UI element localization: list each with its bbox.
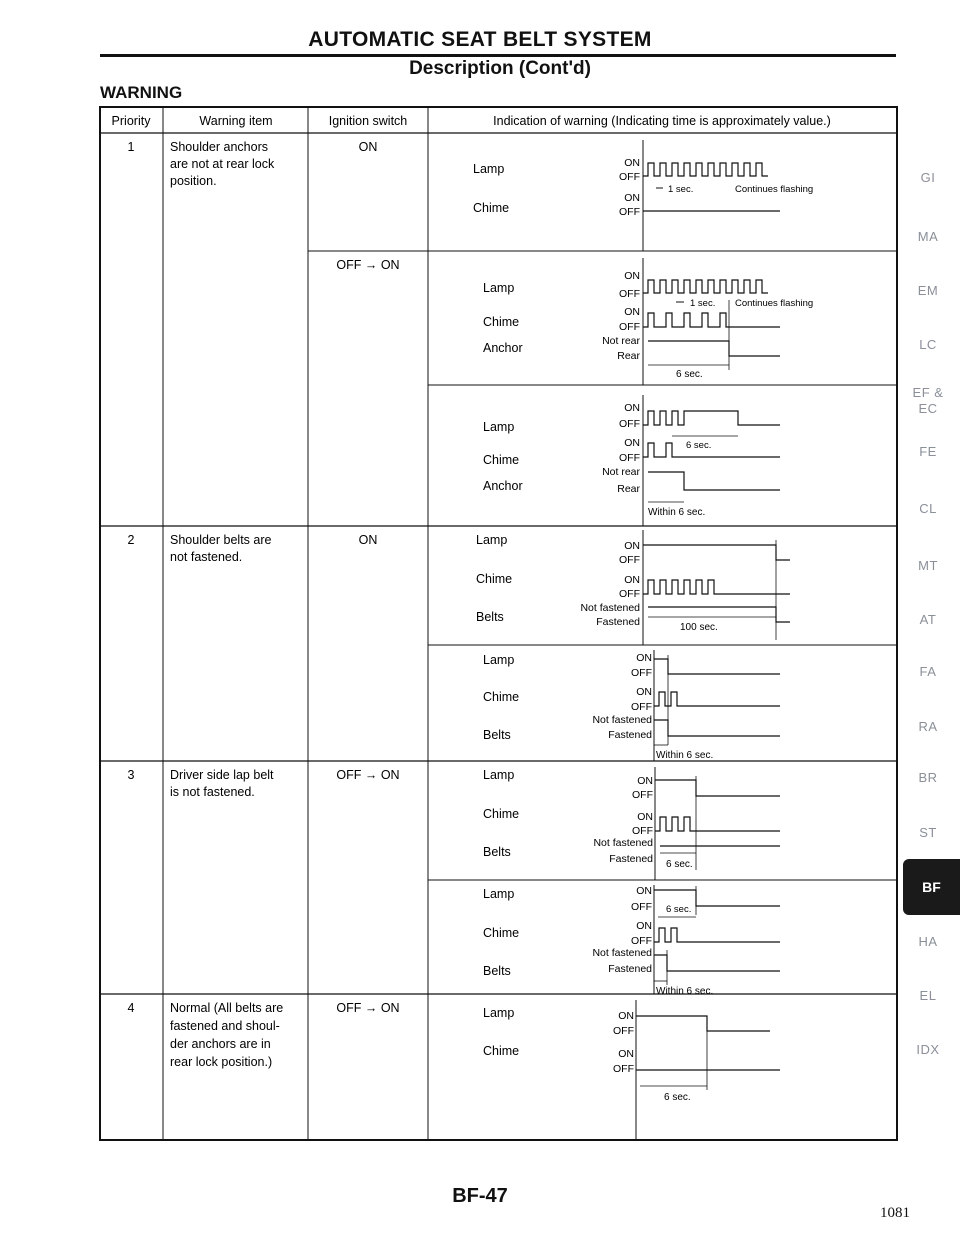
sig-chime-label: Chime	[483, 807, 520, 821]
diagram-1b	[483, 258, 813, 385]
sig-lamp-label: Lamp	[473, 162, 505, 176]
diagram-1a	[473, 140, 813, 251]
timing-1sec: 1 sec.	[668, 184, 694, 195]
state-on: ON	[624, 574, 640, 586]
chime-waveform	[643, 313, 780, 327]
belts-waveform	[654, 955, 780, 971]
state-off: OFF	[619, 418, 640, 430]
anchor-waveform	[648, 472, 780, 490]
timing-6sec: 6 sec.	[686, 440, 712, 451]
state-not-fastened: Not fastened	[580, 602, 640, 614]
item-r1-line: Shoulder anchors	[170, 140, 268, 154]
sig-anchor-label: Anchor	[483, 341, 523, 355]
state-off: OFF	[631, 701, 652, 713]
side-tab-ha[interactable]: HA	[918, 934, 938, 949]
side-tab-bf-active[interactable]: BF	[903, 859, 960, 915]
sig-anchor-label: Anchor	[483, 479, 523, 493]
item-r3-line: Driver side lap belt	[170, 768, 274, 782]
timing-6sec: 6 sec.	[666, 859, 693, 870]
page-code: BF-47	[452, 1185, 508, 1207]
sig-belts-label: Belts	[483, 845, 511, 859]
side-tab-lc[interactable]: LC	[919, 337, 937, 352]
chime-waveform	[643, 443, 780, 457]
state-on: ON	[636, 652, 652, 664]
state-on: ON	[624, 270, 640, 282]
timing-6sec: 6 sec.	[676, 369, 703, 380]
side-tab-st[interactable]: ST	[919, 825, 937, 840]
state-fastened: Fastened	[609, 853, 653, 865]
anchor-waveform	[648, 341, 780, 356]
ign-r2: ON	[358, 533, 378, 547]
side-tab-ef-ec[interactable]: EF & EC	[912, 385, 944, 416]
sig-chime-label: Chime	[483, 690, 520, 704]
side-tab-fe[interactable]: FE	[919, 444, 937, 459]
priority-1: 1	[127, 140, 135, 154]
item-r4-line: der anchors are in	[170, 1037, 271, 1051]
state-off: OFF	[619, 288, 640, 300]
item-r1-line: are not at rear lock	[170, 157, 275, 171]
timing-within-6sec: Within 6 sec.	[648, 507, 706, 518]
ign-r4: OFF → ON	[336, 1001, 400, 1015]
ign-r1b: OFF → ON	[336, 258, 400, 272]
state-on: ON	[637, 811, 653, 823]
item-r4-line: rear lock position.)	[170, 1055, 273, 1069]
sig-lamp-label: Lamp	[483, 281, 515, 295]
side-tab-el[interactable]: EL	[919, 988, 937, 1003]
page-subtitle: Description (Cont'd)	[409, 58, 591, 79]
state-on: ON	[624, 540, 640, 552]
side-tab-idx[interactable]: IDX	[916, 1042, 940, 1057]
side-tab-gi[interactable]: GI	[920, 170, 936, 185]
item-r2	[170, 533, 272, 564]
item-r1	[170, 140, 275, 188]
sig-chime-label: Chime	[473, 201, 510, 215]
state-on: ON	[637, 775, 653, 787]
side-tab-fa[interactable]: FA	[919, 664, 937, 679]
diagram-1c	[483, 395, 780, 526]
sig-lamp-label: Lamp	[483, 887, 515, 901]
state-on: ON	[624, 157, 640, 169]
chime-waveform	[655, 817, 780, 831]
side-tab-br[interactable]: BR	[918, 770, 938, 785]
state-on: ON	[636, 920, 652, 932]
timing-1sec: 1 sec.	[690, 298, 716, 309]
lamp-waveform	[643, 545, 790, 560]
lamp-waveform	[636, 1016, 770, 1031]
sig-chime-label: Chime	[483, 315, 520, 329]
state-off: OFF	[631, 901, 652, 913]
sig-lamp-label: Lamp	[483, 653, 515, 667]
belts-waveform	[654, 720, 780, 736]
diagram-2b	[483, 650, 780, 761]
state-on: ON	[624, 402, 640, 414]
belts-waveform	[648, 607, 790, 622]
section-title: WARNING	[100, 83, 183, 102]
state-fastened: Fastened	[608, 963, 652, 975]
state-off: OFF	[613, 1025, 634, 1037]
timing-continues: Continues flashing	[735, 184, 814, 195]
state-off: OFF	[613, 1063, 634, 1075]
state-not-fastened: Not fastened	[593, 837, 653, 849]
ign-r1a: ON	[358, 140, 378, 154]
col-indication: Indication of warning (Indicating time is approximately value.)	[493, 114, 831, 128]
priority-4: 4	[127, 1001, 135, 1015]
priority-3: 3	[127, 768, 135, 782]
item-r3	[170, 768, 274, 799]
timing-6sec: 6 sec.	[664, 1092, 691, 1103]
item-r2-line: Shoulder belts are	[170, 533, 272, 547]
state-rear: Rear	[617, 350, 640, 362]
item-r2-line: not fastened.	[170, 550, 243, 564]
timing-6sec: 6 sec.	[666, 904, 692, 915]
state-off: OFF	[631, 667, 652, 679]
chime-waveform	[654, 928, 780, 942]
item-r3-line: is not fastened.	[170, 785, 255, 799]
sig-chime-label: Chime	[476, 572, 513, 586]
lamp-waveform	[643, 280, 768, 293]
sig-lamp-label: Lamp	[483, 420, 515, 434]
state-on: ON	[624, 306, 640, 318]
state-off: OFF	[619, 554, 640, 566]
lamp-waveform	[643, 411, 780, 425]
state-on: ON	[636, 885, 652, 897]
timing-100sec: 100 sec.	[680, 622, 718, 633]
item-r4-line: fastened and shoul-	[170, 1019, 280, 1033]
chime-waveform	[654, 692, 780, 706]
timing-continues: Continues flashing	[735, 298, 814, 309]
diagram-3a	[483, 767, 780, 880]
side-tab-em[interactable]: EM	[917, 283, 939, 298]
state-off: OFF	[619, 206, 640, 218]
side-tab-cl[interactable]: CL	[919, 501, 937, 516]
state-not-fastened: Not fastened	[592, 947, 652, 959]
state-off: OFF	[632, 789, 653, 801]
lamp-waveform	[654, 659, 780, 674]
state-on: ON	[624, 437, 640, 449]
state-not-fastened: Not fastened	[592, 714, 652, 726]
state-fastened: Fastened	[596, 616, 640, 628]
state-on: ON	[618, 1010, 634, 1022]
timing-within-6sec: Within 6 sec.	[656, 750, 714, 761]
side-tab-ma[interactable]: MA	[917, 229, 939, 244]
priority-2: 2	[127, 533, 135, 547]
chime-waveform	[643, 580, 790, 594]
sig-chime-label: Chime	[483, 1044, 520, 1058]
state-off: OFF	[619, 171, 640, 183]
sig-lamp-label: Lamp	[483, 768, 515, 782]
col-priority: Priority	[111, 114, 151, 128]
state-on: ON	[618, 1048, 634, 1060]
state-off: OFF	[619, 588, 640, 600]
sig-belts-label: Belts	[483, 964, 511, 978]
col-warning-item: Warning item	[199, 114, 273, 128]
diagram-4	[483, 1000, 780, 1140]
state-fastened: Fastened	[608, 729, 652, 741]
page-title: AUTOMATIC SEAT BELT SYSTEM	[308, 28, 652, 51]
ign-r3: OFF → ON	[336, 768, 400, 782]
sig-belts-label: Belts	[476, 610, 504, 624]
lamp-waveform	[655, 780, 780, 796]
timing-within-6sec: Within 6 sec.	[656, 986, 714, 997]
state-off: OFF	[631, 935, 652, 947]
item-r4	[170, 1001, 283, 1069]
col-ignition: Ignition switch	[328, 114, 408, 128]
page-number: 1081	[880, 1205, 910, 1221]
state-on: ON	[636, 686, 652, 698]
sig-belts-label: Belts	[483, 728, 511, 742]
state-not-rear: Not rear	[602, 335, 640, 347]
state-not-rear: Not rear	[602, 466, 640, 478]
sig-chime-label: Chime	[483, 926, 520, 940]
state-on: ON	[624, 192, 640, 204]
item-r1-line: position.	[170, 174, 217, 188]
lamp-waveform	[643, 163, 768, 176]
diagram-2a	[476, 530, 790, 645]
diagram-3b	[483, 885, 780, 997]
state-off: OFF	[632, 825, 653, 837]
side-tab-mt[interactable]: MT	[918, 558, 938, 573]
state-off: OFF	[619, 452, 640, 464]
side-tab-at[interactable]: AT	[919, 612, 937, 627]
state-off: OFF	[619, 321, 640, 333]
sig-lamp-label: Lamp	[476, 533, 508, 547]
side-tab-ra[interactable]: RA	[918, 719, 938, 734]
state-rear: Rear	[617, 483, 640, 495]
sig-chime-label: Chime	[483, 453, 520, 467]
item-r4-line: Normal (All belts are	[170, 1001, 284, 1015]
sig-lamp-label: Lamp	[483, 1006, 515, 1020]
